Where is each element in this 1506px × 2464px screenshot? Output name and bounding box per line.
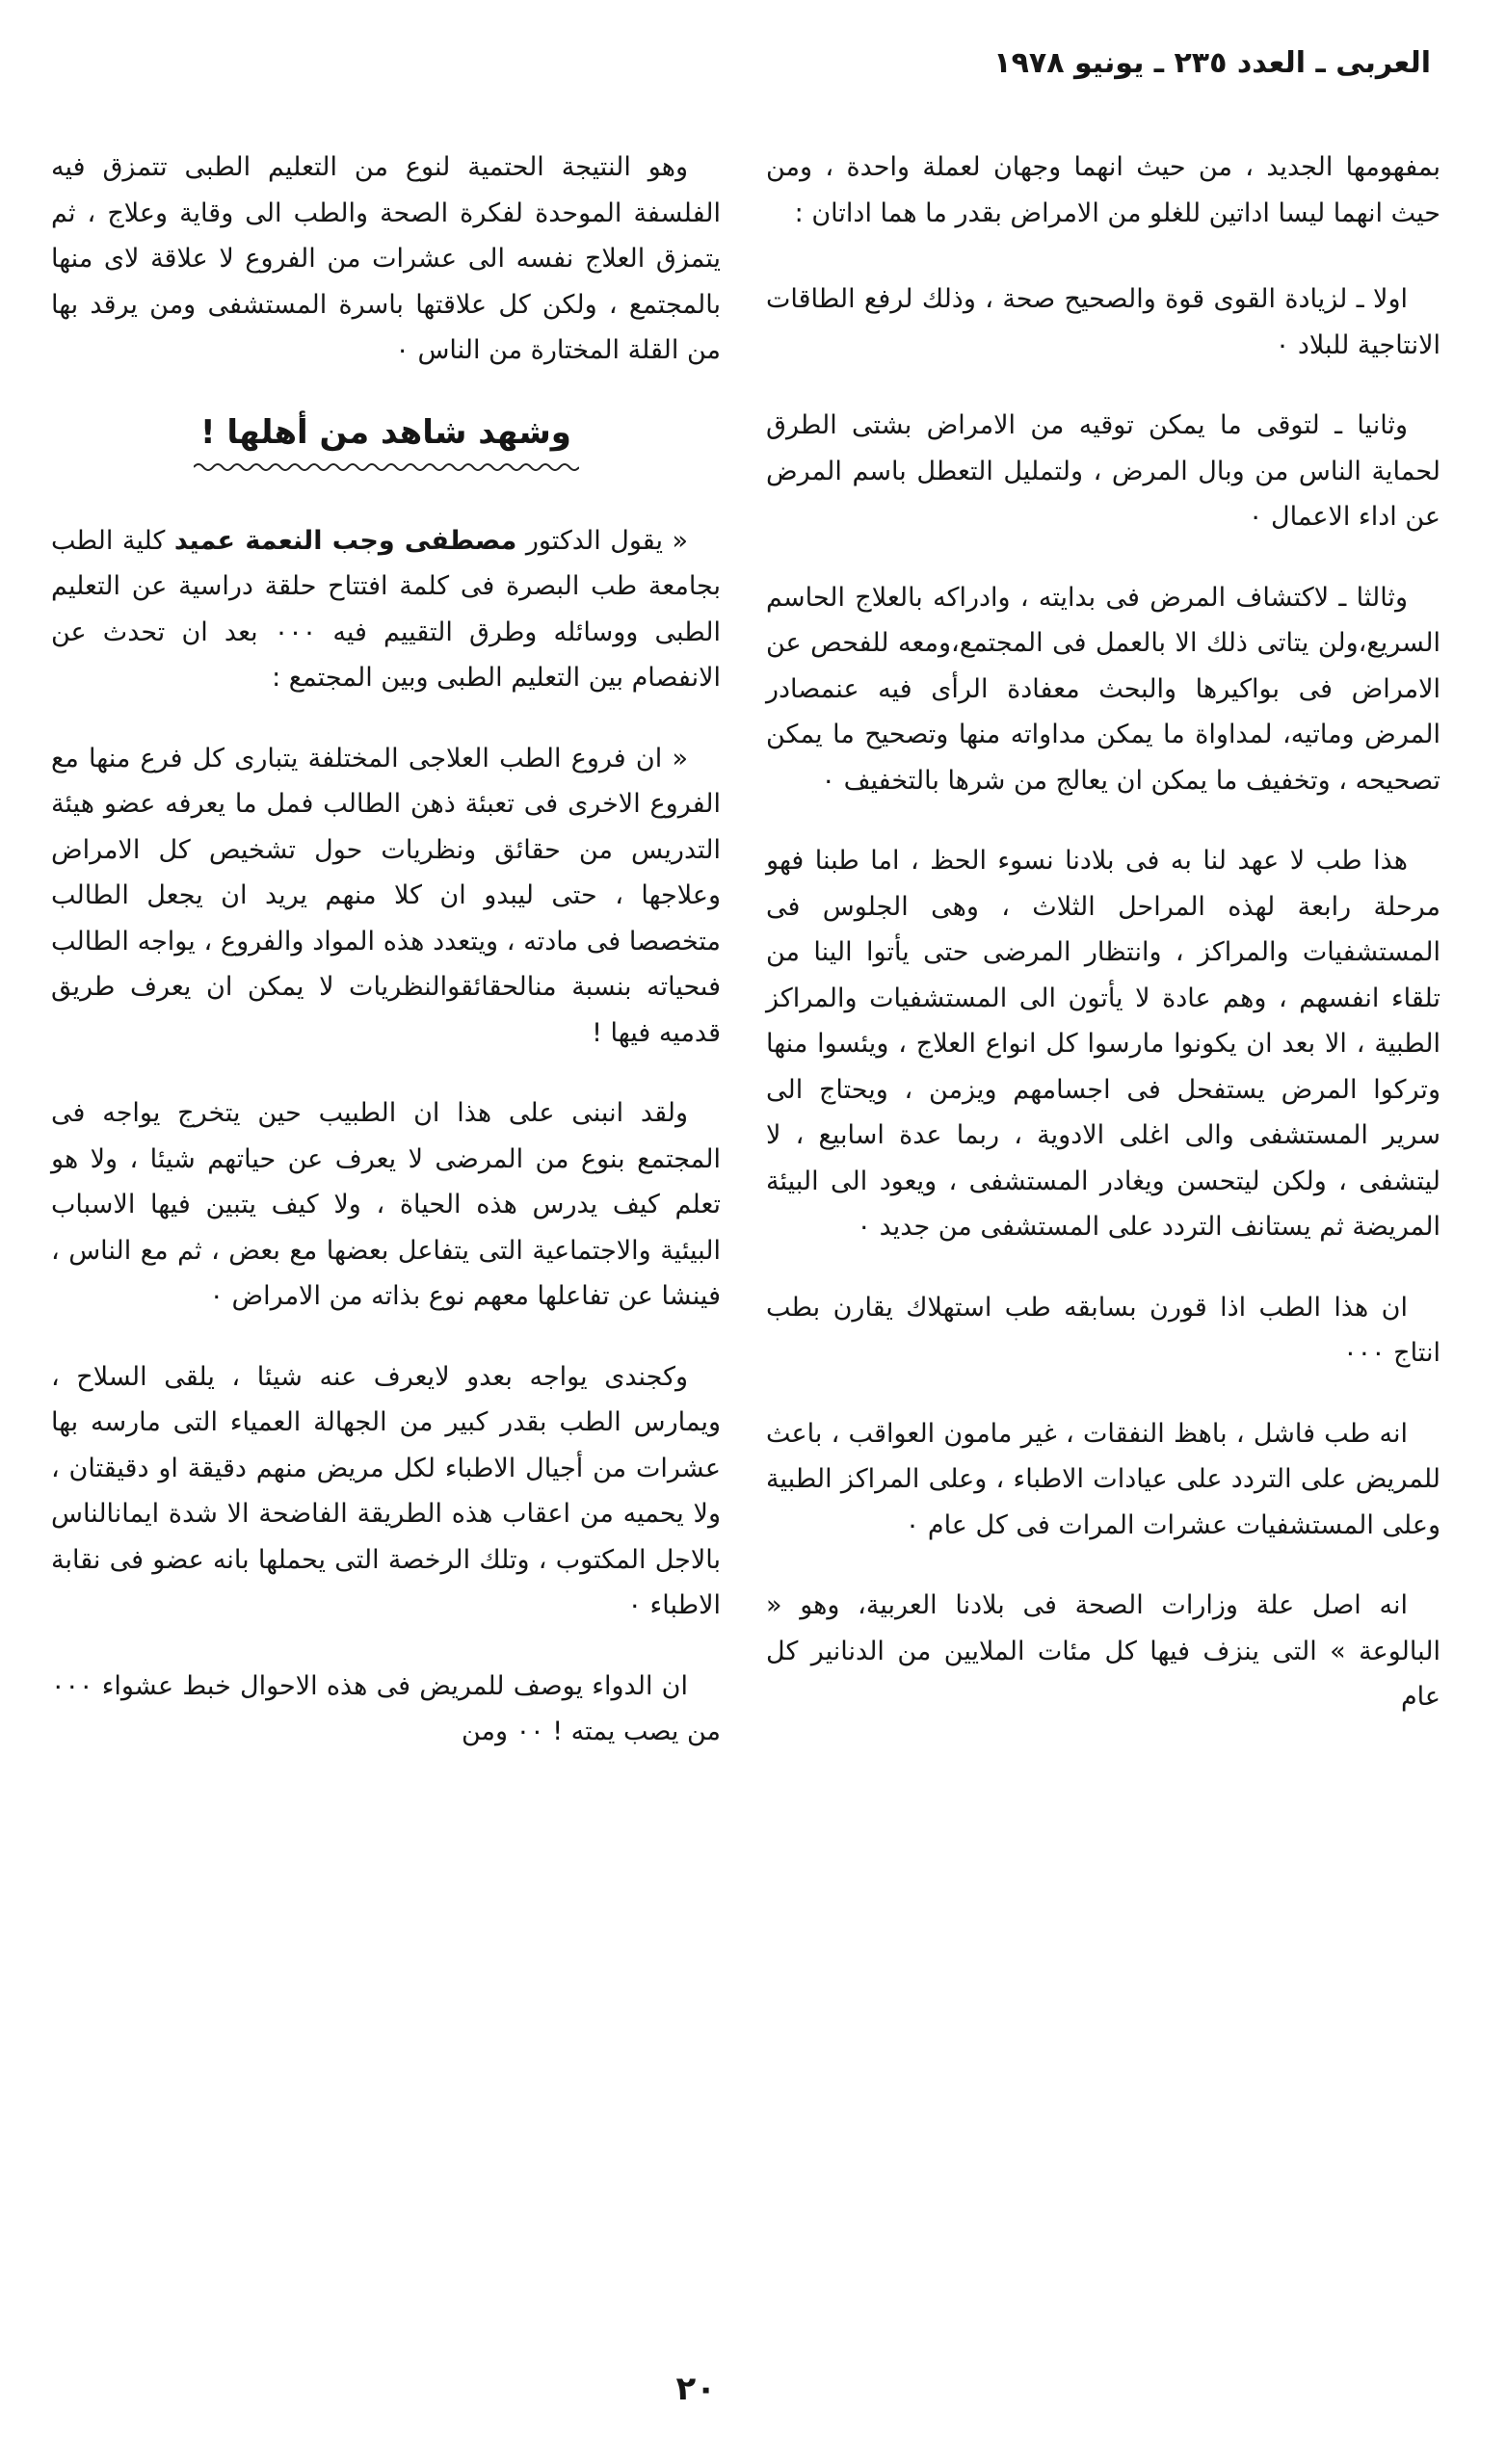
paragraph: هذا طب لا عهد لنا به فى بلادنا نسوء الحظ ، اما طبنا فهو مرحلة رابعة لهذه المراحل الثلاث ، وهى الجلوس فى المستشفيات والمراكز ، وانتظار المرضى حتى يأتوا الينا من تلقاء انفسهم ، وهم عادة لا يأتون الى المستشفيات والمراكز الطبية ، الا بعد ان يكونوا مارسوا كل انواع العلاج ، ويئسوا منها وتركوا المرض يستفحل فى اجسامهم ويزمن ، ويحتاج الى سرير المستشفى والى اغلى الادوية ، ربما عدة اسابيع ، لا ليتشفى ، ولكن ليتحسن ويغادر المستشفى ، ويعود الى البيئة المريضة ثم يستانف التردد على المستشفى من جديد ٠ bbox=[766, 846, 1440, 1242]
page-number: ٢٠ bbox=[675, 2370, 717, 2408]
running-header: العربى ـ العدد ٢٣٥ ـ يونيو ١٩٧٨ bbox=[993, 46, 1431, 80]
quote-paragraph bbox=[51, 518, 721, 701]
paragraph: انه اصل علة وزارات الصحة فى بلادنا العربية، وهو « البالوعة » التى ينزف فيها كل مئات الملايين من الدنانير كل عام bbox=[766, 1590, 1440, 1712]
quote-rest: كلية الطب بجامعة طب البصرة فى كلمة افتتاح حلقة دراسية عن التعليم الطبى ووسائله وطرق التقييم فيه ٠٠٠ بعد ان تحدث عن الانفصام بين التعليم الطبى وبين المجتمع : bbox=[51, 525, 721, 693]
paragraph: وثالثا ـ لاكتشاف المرض فى بدايته ، وادراكه بالعلاج الحاسم السريع،ولن يتاتى ذلك الا بالعمل فى المجتمع،ومعه للفحص عن الامراض فى بواكيرها والبحث معفادة الرأى فيه عنمصادر المرض وماتيه، لمداواة ما يمكن مداواته منها وتصحيح ما يمكن تصحيحه ، وتخفيف ما يمكن ان يعالج من شرها بالتخفيف ٠ bbox=[766, 582, 1440, 796]
paragraph: بمفهومها الجديد ، من حيث انهما وجهان لعملة واحدة ، ومن حيث انهما ليسا اداتين للغلو من الامراض بقدر ما هما اداتان : bbox=[766, 152, 1440, 228]
paragraph: وثانيا ـ لتوقى ما يمكن توقيه من الامراض بشتى الطرق لحماية الناس من وبال المرض ، ولتمليل التعطل باسم المرض عن اداء الاعمال ٠ bbox=[766, 410, 1440, 532]
wavy-underline bbox=[194, 460, 579, 474]
paragraph: وكجندى يواجه بعدو لايعرف عنه شيئا ، يلقى السلاح ، ويمارس الطب بقدر كبير من الجهالة العمياء التى مارسه بها عشرات من أجيال الاطباء لكل مريض منهم دقيقة او دقيقتان ، ولا يحميه من اعقاب هذه الطريقة الفاضحة الا شدة ايمانالناس بالاجل المكتوب ، وتلك الرخصة التى يحملها بانه عضو فى نقابة الاطباء ٠ bbox=[51, 1361, 721, 1620]
paragraph: انه طب فاشل ، باهظ النفقات ، غير مامون العواقب ، باعث للمريض على التردد على عيادات الاطباء ، وعلى المراكز الطبية وعلى المستشفيات عشرات المرات فى كل عام ٠ bbox=[766, 1418, 1440, 1540]
paragraph: « ان فروع الطب العلاجى المختلفة يتبارى كل فرع منها مع الفروع الاخرى فى تعبئة ذهن الطالب فمل ما يعرفه عضو هيئة التدريس من حقائق ونظريات حول تشخيص كل الامراض وعلاجها ، حتى ليبدو ان كلا منهم يريد ان يجعل الطالب متخصصا فى مادته ، ويتعدد هذه المواد والفروع ، يواجه الطالب فىحياته بنسبة منالحقائقوالنظريات لا يمكن ان يعرف طريق قدميه فيها ! bbox=[51, 743, 721, 1048]
paragraph: ان الدواء يوصف للمريض فى هذه الاحوال خبط عشواء ٠٠٠ من يصب يمته ! ٠٠ ومن bbox=[51, 1670, 721, 1746]
article-column-right bbox=[766, 144, 1440, 1755]
paragraph: ان هذا الطب اذا قورن بسابقه طب استهلاك يقارن بطب انتاج ٠٠٠ bbox=[766, 1292, 1440, 1368]
quoted-person-name: مصطفى وجب النعمة عميد bbox=[173, 525, 517, 556]
section-heading bbox=[51, 408, 721, 474]
paragraph: وهو النتيجة الحتمية لنوع من التعليم الطبى تتمزق فيه الفلسفة الموحدة لفكرة الصحة والطب الى وقاية وعلاج ، ثم يتمزق العلاج نفسه الى عشرات من الفروع لا علاقة لاى منها بالمجتمع ، ولكن كل علاقتها باسرة المستشفى ومن يرقد بها من القلة المختارة من الناس ٠ bbox=[51, 152, 721, 365]
paragraph: ولقد انبنى على هذا ان الطبيب حين يتخرج يواجه فى المجتمع بنوع من المرضى لا يعرف عن حياتهم شيئا ، ولا هو تعلم كيف يدرس هذه الحياة ، ولا كيف يتبين فيها الاسباب البيئية والاجتماعية التى يتفاعل بعضها مع بعض ، ثم مع الناس ، فينشا عن تفاعلها معهم نوع بذاته من الامراض ٠ bbox=[51, 1098, 721, 1311]
quote-open: « يقول الدكتور bbox=[516, 525, 688, 556]
section-title: وشهد شاهد من أهلها ! bbox=[200, 412, 571, 452]
article-column-left bbox=[51, 144, 721, 1790]
paragraph: اولا ـ لزيادة القوى قوة والصحيح صحة ، وذلك لرفع الطاقات الانتاجية للبلاد ٠ bbox=[766, 284, 1440, 360]
